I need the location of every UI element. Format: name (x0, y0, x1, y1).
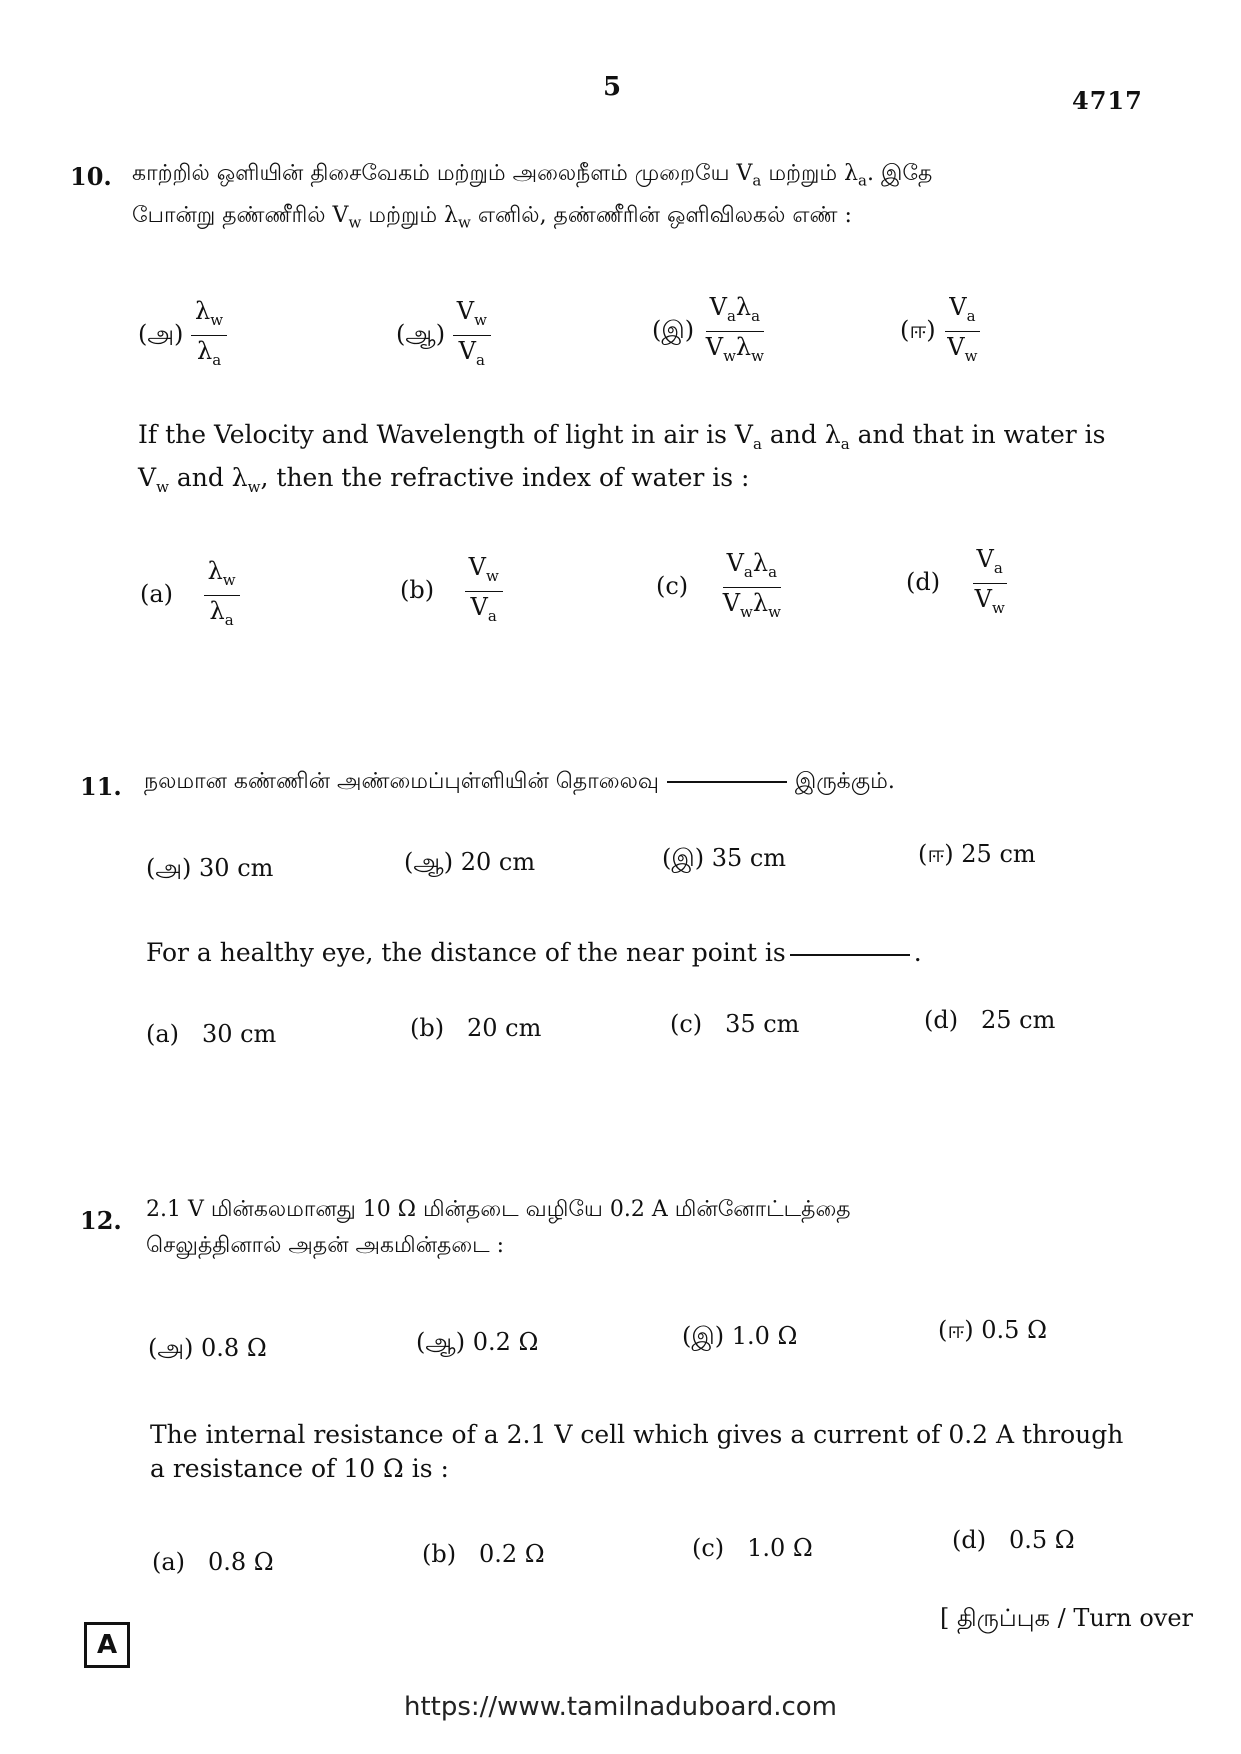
q11-en-option-d: (d) 25 cm (924, 1006, 1056, 1034)
question-12-english-text: The internal resistance of a 2.1 V cell which gives a current of 0.2 A through a resistance of 10 Ω is : (150, 1420, 1124, 1483)
source-url: https://www.tamilnaduboard.com (403, 1692, 838, 1722)
q10-en-option-b: (b) $\frac{V_w}{V_a}$ (400, 552, 503, 631)
turn-over-note: [ திருப்புக / Turn over (940, 1604, 1194, 1632)
answer-blank (790, 954, 910, 956)
booklet-code-box: A (84, 1622, 130, 1668)
question-10-tamil-text: காற்றில் ஒளியின் திசைவேகம் மற்றும் அலைநீளம் முறையே $V_a$ மற்றும் $\lambda_a$. இதே போன்று தண்ணீரில் $V_w$ மற்றும் $\lambda_w$ எனில், தண்ணீரின் ஒளிவிலகல் எண் : (132, 161, 933, 232)
q12-en-option-b: (b) 0.2 Ω (422, 1540, 545, 1568)
q10-en-option-a: (a) $\frac{\lambda_w}{\lambda_a}$ (140, 556, 240, 635)
fraction: $\frac{\lambda_w}{\lambda_a}$ (191, 296, 227, 375)
q11-en-option-a: (a) 30 cm (146, 1020, 277, 1048)
q12-ta-option-2: (ஆ) 0.2 Ω (416, 1328, 539, 1356)
q12-en-option-d: (d) 0.5 Ω (952, 1526, 1075, 1554)
q10-ta-option-3: (இ) $\frac{V_a\lambda_a}{V_w\lambda_w}$ (652, 292, 768, 371)
q11-ta-option-2: (ஆ) 20 cm (404, 848, 536, 876)
q11-ta-option-1: (அ) 30 cm (146, 854, 274, 882)
q11-ta-option-3: (இ) 35 cm (662, 844, 787, 872)
fraction: $\frac{V_w}{V_a}$ (465, 552, 503, 631)
question-11-number: 11. (80, 772, 122, 801)
q12-ta-option-4: (ஈ) 0.5 Ω (938, 1316, 1047, 1344)
fraction: $\frac{V_a\lambda_a}{V_w\lambda_w}$ (705, 293, 764, 365)
q10-ta-option-2: (ஆ) $\frac{V_w}{V_a}$ (396, 296, 491, 375)
fraction: $\frac{V_a\lambda_a}{V_w\lambda_w}$ (722, 549, 781, 621)
page-number: 5 (603, 72, 622, 102)
q10-en-option-c: (c) $\frac{V_a\lambda_a}{V_w\lambda_w}$ (656, 548, 785, 627)
fraction: $\frac{V_w}{V_a}$ (453, 296, 491, 375)
q10-en-option-d: (d) $\frac{V_a}{V_w}$ (906, 544, 1009, 623)
question-12-number: 12. (80, 1206, 122, 1235)
q12-en-option-c: (c) 1.0 Ω (692, 1534, 813, 1562)
question-10-number: 10. (70, 162, 112, 191)
q10-ta-option-1: (அ) $\frac{\lambda_w}{\lambda_a}$ (138, 296, 227, 375)
q12-ta-option-3: (இ) 1.0 Ω (682, 1322, 798, 1350)
q12-ta-option-1: (அ) 0.8 Ω (148, 1334, 267, 1362)
q11-en-option-b: (b) 20 cm (410, 1014, 542, 1042)
answer-blank (667, 781, 787, 783)
question-10-english-text: If the Velocity and Wavelength of light in air is $V_a$ and $\lambda_a$ and that in water is $V_w$ and $\lambda_w$, then the refractive index of water is : (138, 420, 1106, 496)
q12-en-option-a: (a) 0.8 Ω (152, 1548, 274, 1576)
question-12-tamil-text: 2.1 V மின்கலமானது 10 Ω மின்தடை வழியே 0.2 A மின்னோட்டத்தை செலுத்தினால் அதன் அகமின்தடை : (146, 1197, 851, 1258)
paper-code: 4717 (1072, 86, 1143, 115)
fraction: $\frac{V_a}{V_w}$ (943, 292, 981, 371)
question-11-english-text: For a healthy eye, the distance of the near point is . (146, 938, 922, 967)
q11-ta-option-4: (ஈ) 25 cm (918, 840, 1036, 868)
fraction: $\frac{V_a}{V_w}$ (971, 544, 1009, 623)
fraction: $\frac{\lambda_w}{\lambda_a}$ (204, 556, 240, 635)
q11-en-option-c: (c) 35 cm (670, 1010, 800, 1038)
question-11-tamil-text: நலமான கண்ணின் அண்மைப்புள்ளியின் தொலைவு இருக்கும். (144, 769, 895, 794)
q10-ta-option-4: (ஈ) $\frac{V_a}{V_w}$ (900, 292, 981, 371)
